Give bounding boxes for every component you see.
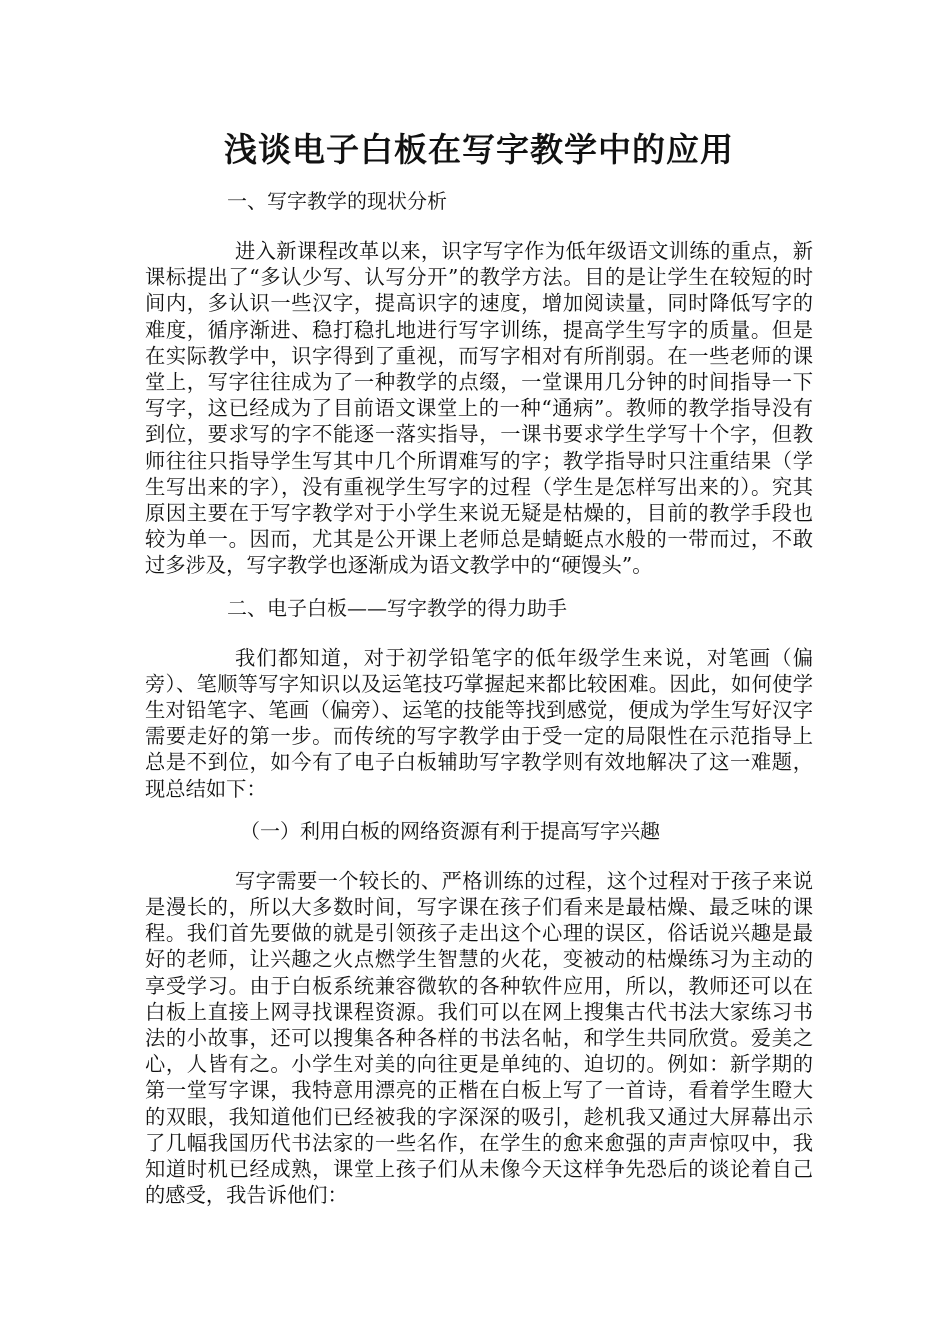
section-heading-3: （一）利用白板的网络资源有利于提高写字兴趣 (240, 818, 660, 843)
document-title: 浅谈电子白板在写字教学中的应用 (224, 130, 734, 169)
section-paragraph-2: 我们都知道，对于初学铅笔字的低年级学生来说，对笔画（偏旁）、笔顺等写字知识以及运笔技巧掌握起来都比较困难。因此，如何使学生对铅笔字、笔画（偏旁）、运笔的技能等找到感觉，便成为学生写好汉字需要走好的第一步。而传统的写字教学由于受一定的局限性在示范指导上总是不到位，如今有了电子白板辅助写字教学则有效地解决了这一难题，现总结如下： (145, 645, 813, 801)
section-heading-2: 二、电子白板——写字教学的得力助手 (227, 595, 567, 620)
section-paragraph-1: 进入新课程改革以来，识字写字作为低年级语文训练的重点，新课标提出了“多认少写、认写分开”的教学方法。目的是让学生在较短的时间内，多认识一些汉字，提高识字的速度，增加阅读量，同时降低写字的难度，循序渐进、稳打稳扎地进行写字训练，提高学生写字的质量。但是在实际教学中，识字得到了重视，而写字相对有所削弱。在一些老师的课堂上，写字往往成为了一种教学的点缀，一堂课用几分钟的时间指导一下写字，这已经成为了目前语文课堂上的一种“通病”。教师的教学指导没有到位，要求写的字不能逐一落实指导，一课书要求学生学写十个字，但教师往往只指导学生写其中几个所谓难写的字；教学指导时只注重结果（学生写出来的字），没有重视学生写字的过程（学生是怎样写出来的）。究其原因主要在于写字教学对于小学生来说无疑是枯燥的，目前的教学手段也较为单一。因而，尤其是公开课上老师总是蜻蜓点水般的一带而过，不敢过多涉及，写字教学也逐渐成为语文教学中的“硬馒头”。 (145, 239, 813, 578)
section-paragraph-3: 写字需要一个较长的、严格训练的过程，这个过程对于孩子来说是漫长的，所以大多数时间，写字课在孩子们看来是最枯燥、最乏味的课程。我们首先要做的就是引领孩子走出这个心理的误区，俗话说兴趣是最好的老师，让兴趣之火点燃学生智慧的火花，变被动的枯燥练习为主动的享受学习。由于白板系统兼容微软的各种软件应用，所以，教师还可以在白板上直接上网寻找课程资源。我们可以在网上搜集古代书法大家练习书法的小故事，还可以搜集各种各样的书法名帖，和学生共同欣赏。爱美之心，人皆有之。小学生对美的向往更是单纯的、迫切的。例如：新学期的第一堂写字课，我特意用漂亮的正楷在白板上写了一首诗，看着学生瞪大的双眼，我知道他们已经被我的字深深的吸引，趁机我又通过大屏幕出示了几幅我国历代书法家的一些名作，在学生的愈来愈强的声声惊叹中，我知道时机已经成熟，课堂上孩子们从未像今天这样争先恐后的谈论着自己的感受，我告诉他们： (145, 868, 813, 1208)
section-heading-1: 一、写字教学的现状分析 (227, 189, 447, 213)
document-page (145, 128, 813, 1209)
